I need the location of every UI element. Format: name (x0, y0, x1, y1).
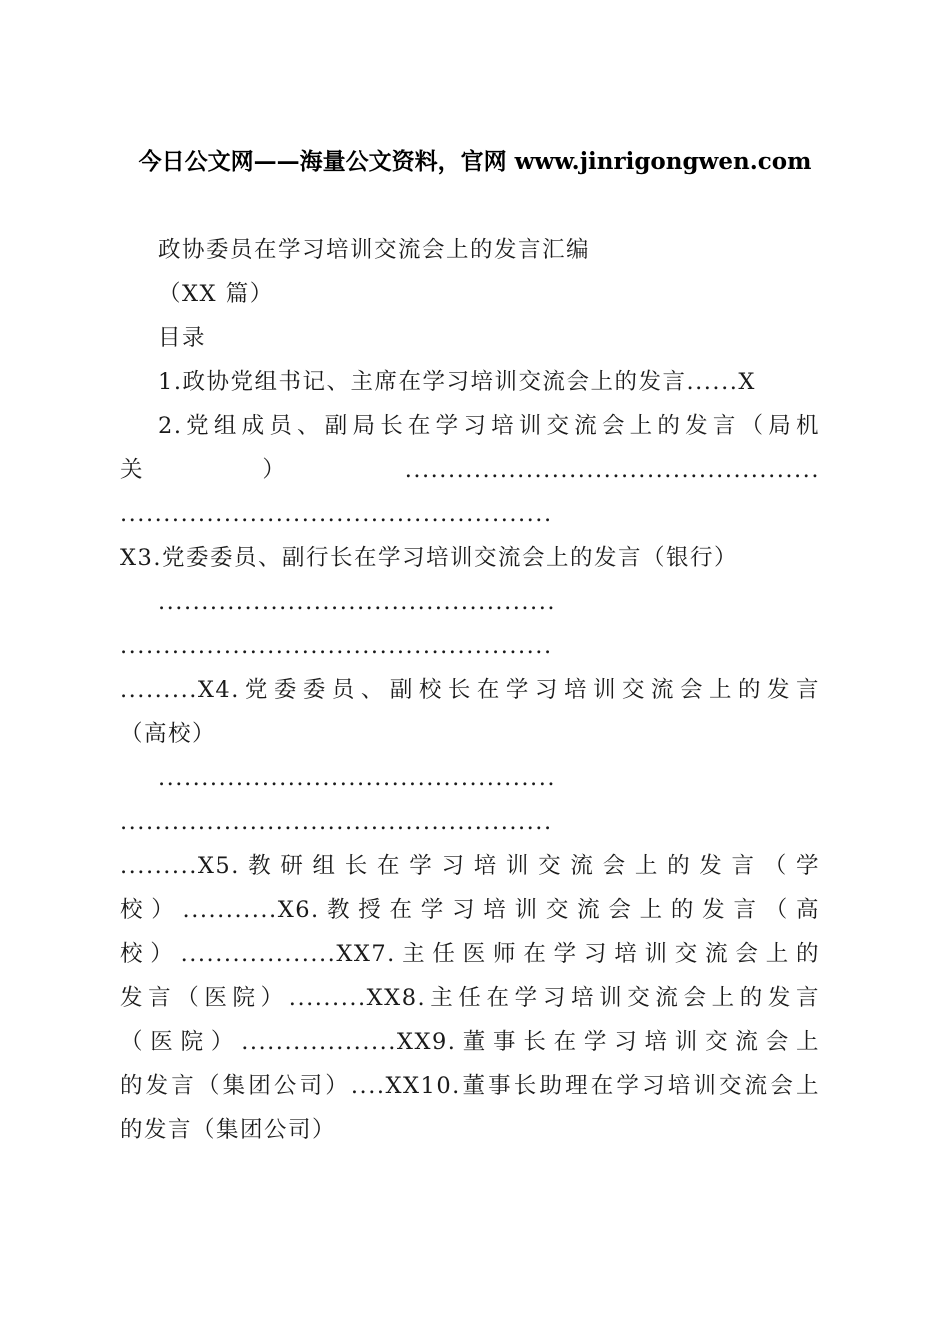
site-header: 今日公文网——海量公文资料，官网 www.jinrigongwen.com (138, 148, 812, 175)
toc-line: （高校） (120, 721, 217, 747)
toc-line: 关）................................................ (120, 457, 820, 483)
toc-line: 校）..................XX7.主任医师在学习培训交流会上的 (120, 941, 820, 967)
toc-line: .........X5.教研组长在学习培训交流会上的发言（学 (120, 853, 820, 879)
toc-line: 发言（医院）.........XX8.主任在学习培训交流会上的发言 (120, 985, 820, 1011)
toc-line: 的发言（集团公司） (120, 1117, 337, 1143)
toc-line: .................................................. (120, 501, 553, 527)
toc-line: .............................................. (158, 765, 556, 791)
document-title: 政协委员在学习培训交流会上的发言汇编 (158, 237, 591, 263)
toc-line: 校）...........X6.教授在学习培训交流会上的发言（高 (120, 897, 820, 923)
toc-line: X3.党委委员、副行长在学习培训交流会上的发言（银行） (120, 545, 738, 571)
toc-line: .............................................. (158, 589, 556, 615)
toc-line: .........X4.党委委员、副校长在学习培训交流会上的发言 (120, 677, 820, 703)
toc-line: 1.政协党组书记、主席在学习培训交流会上的发言......X (158, 369, 756, 395)
toc-line: 2.党组成员、副局长在学习培训交流会上的发言（局机 (158, 413, 820, 439)
toc-line: 的发言（集团公司）....XX10.董事长助理在学习培训交流会上 (120, 1073, 820, 1099)
toc-line: .................................................. (120, 809, 553, 835)
toc-line: .................................................. (120, 633, 553, 659)
document-body (120, 228, 820, 1152)
toc-line: （医院）..................XX9.董事长在学习培训交流会上 (120, 1029, 820, 1055)
document-count: （XX 篇） (158, 281, 274, 307)
toc-heading: 目录 (158, 325, 207, 351)
